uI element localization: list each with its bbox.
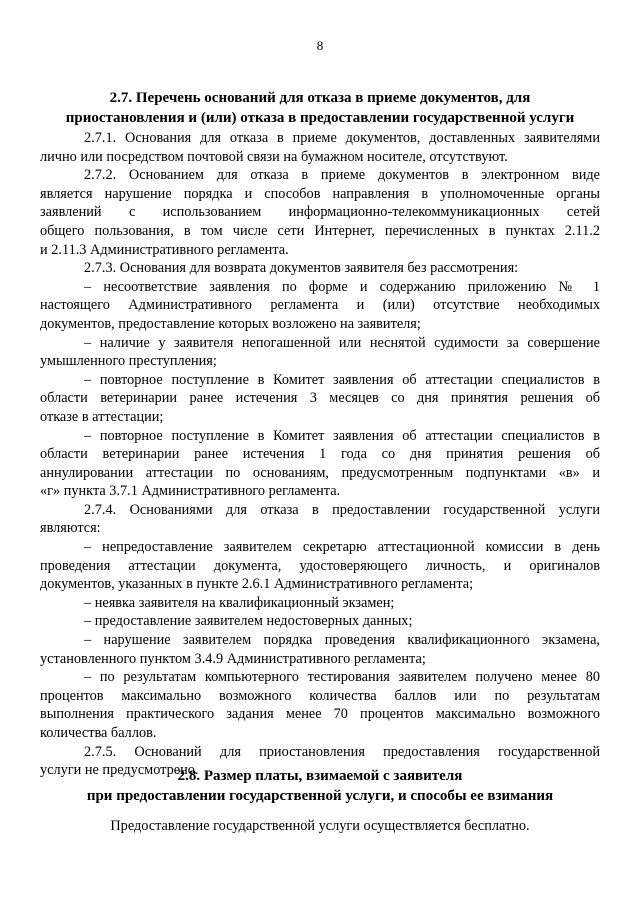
body-line: проведения аттестации документа, удостоверяющего личность, и оригиналов — [40, 557, 600, 574]
body-line: «г» пункта 3.7.1 Административного регламента. — [40, 483, 341, 500]
body-line: аннулировании аттестации по основаниям, предусмотренным подпунктами «в» и — [40, 464, 600, 481]
section-2-8-title — [40, 766, 600, 806]
body-line: являются: — [40, 520, 101, 537]
section-2-8-title-line-2: при предоставлении государственной услуги, и способы ее взимания — [86, 788, 554, 804]
body-line: лично или посредством почтовой связи на бумажном носителе, отсутствуют. — [40, 148, 508, 165]
body-line: и 2.11.3 Административного регламента. — [40, 241, 289, 258]
section-2-7-title-line-2: приостановления и (или) отказа в предоставлении государственной услуги — [65, 110, 575, 126]
body-line: – несоответствие заявления по форме и содержанию приложению № 1 — [84, 278, 600, 295]
body-line: – по результатам компьютерного тестирования заявителем получено менее 80 — [84, 669, 600, 686]
section-2-7-title — [40, 88, 600, 128]
body-line: заявлений с использованием информационно-телекоммуникационных сетей — [40, 204, 600, 221]
body-line: – нарушение заявителем порядка проведения квалификационного экзамена, — [84, 632, 600, 649]
section-2-7-body — [40, 129, 600, 780]
body-line: – неявка заявителя на квалификационный экзамен; — [84, 594, 395, 611]
body-line: 2.7.3. Основания для возврата документов заявителя без рассмотрения: — [84, 260, 519, 277]
section-2-8-title-line-1: 2.8. Размер платы, взимаемой с заявителя — [177, 768, 463, 784]
section-2-7-title-line-1: 2.7. Перечень оснований для отказа в приеме документов, для — [109, 90, 531, 106]
body-line: – повторное поступление в Комитет заявления об аттестации специалистов в — [84, 371, 600, 388]
body-line: области ветеринарии ранее истечения 1 года со дня принятия решения об — [40, 446, 600, 463]
body-line: услуги не предусмотрено. — [40, 762, 199, 779]
free-of-charge-text: Предоставление государственной услуги осуществляется бесплатно. — [110, 818, 530, 834]
body-line: является нарушение порядка и способов направления в уполномоченные органы — [40, 185, 600, 202]
body-line: процентов максимально возможного количества баллов или по результатам — [40, 687, 600, 704]
body-line: области ветеринарии ранее истечения 3 месяцев со дня принятия решения об — [40, 390, 600, 407]
body-line: 2.7.4. Основаниями для отказа в предоставлении государственной услуги — [84, 501, 600, 518]
page-number: 8 — [316, 38, 324, 53]
body-line: – предоставление заявителем недостоверных данных; — [84, 613, 413, 630]
body-line: 2.7.2. Основанием для отказа в приеме документов в электронном виде — [84, 167, 600, 184]
body-line: количества баллов. — [40, 725, 157, 741]
body-line: 2.7.5. Оснований для приостановления предоставления государственной — [84, 743, 600, 760]
body-line: документов, предоставление которых возложено на заявителя; — [40, 315, 421, 332]
body-line: настоящего Административного регламента и (или) отсутствие необходимых — [40, 297, 600, 314]
body-line: 2.7.1. Основания для отказа в приеме документов, доставленных заявителями — [84, 130, 600, 146]
body-line: – повторное поступление в Комитет заявления об аттестации специалистов в — [84, 427, 600, 444]
body-line: установленного пунктом 3.4.9 Административного регламента; — [40, 650, 426, 667]
body-line: выполнения практического задания менее 70 процентов максимально возможного — [40, 706, 600, 723]
body-line: отказе в аттестации; — [40, 408, 164, 425]
body-line: общего пользования, в том числе сети Интернет, перечисленных в пунктах 2.11.2 — [40, 222, 600, 239]
body-line: – непредоставление заявителем секретарю аттестационной комиссии в день — [84, 539, 600, 556]
body-line: умышленного преступления; — [40, 353, 217, 370]
body-line: – наличие у заявителя непогашенной или неснятой судимости за совершение — [84, 334, 600, 351]
body-line: документов, указанных в пункте 2.6.1 Административного регламента; — [40, 576, 474, 593]
